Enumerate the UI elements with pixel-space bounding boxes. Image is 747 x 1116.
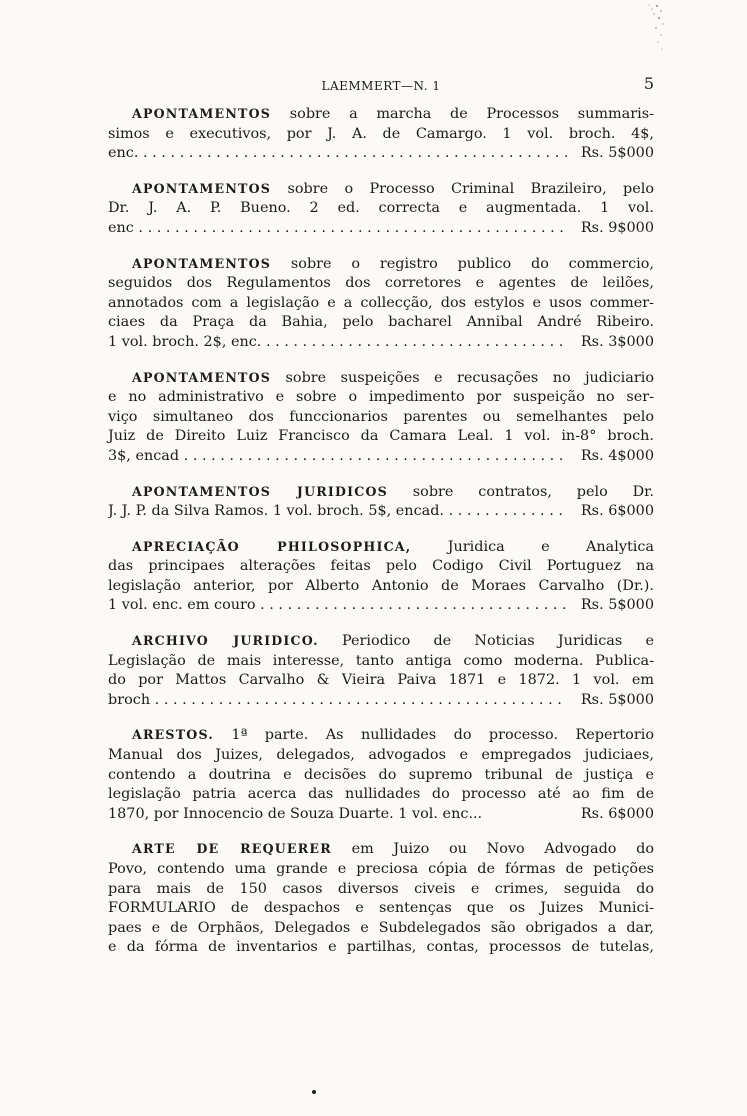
entry-text-line: sobre o Processo Criminal Brazileiro, pelo: [287, 180, 655, 197]
entry-text-line: sobre suspeições e recusações no judiciario: [285, 369, 655, 386]
entry-text-line: annotados com a legislação e a collecção, dos estylos e usos commer-: [108, 294, 654, 311]
entry-lead: 1 vol. broch. 2$, enc. . . .: [108, 333, 567, 353]
entry-text-line: paes e de Orphãos, Delegados e Subdelegados são obrigados a dar,: [108, 919, 654, 936]
entry-text-line: Juiz de Direito Luiz Francisco da Camara Leal. 1 vol. in-8° broch.: [108, 428, 654, 445]
entry-price: Rs. 6$000: [580, 503, 654, 520]
entry-text-line: ciaes da Praça da Bahia, pelo bacharel Annibal André Ribeiro.: [108, 314, 654, 331]
entry-text-line: legislação anterior, por Alberto Antonio de Moraes Carvalho (Dr.).: [108, 577, 654, 594]
entry-text-line: contendo a doutrina e decisões do supremo tribunal de justiça e: [108, 766, 654, 783]
catalog-entry: [108, 179, 654, 239]
entry-price: Rs. 5$000: [580, 597, 654, 614]
entry-text-line: sobre contratos, pelo Dr.: [412, 483, 654, 500]
entry-title: APONTAMENTOS: [132, 369, 272, 385]
entry-text-line: do por Mattos Carvalho & Vieira Paiva 1871 e 1872. 1 vol. em: [108, 672, 654, 689]
catalog-entry: [108, 254, 654, 353]
entry-text-line: Legislação de mais interesse, tanto antiga como moderna. Publica-: [108, 652, 654, 669]
entry-text-line: para mais de 150 casos diversos civeis e crimes, seguida do: [108, 880, 654, 897]
entry-title: APONTAMENTOS JURIDICOS: [132, 483, 388, 499]
running-title: LAEMMERT—N. 1: [321, 79, 441, 93]
entry-text-line: viço simultaneo dos funccionarios parentes ou semelhantes pelo: [108, 408, 654, 425]
entry-text-line: simos e executivos, por J. A. de Camargo. 1 vol. broch. 4$,: [108, 125, 654, 142]
entry-title: ARTE DE REQUERER: [132, 841, 332, 857]
entry-text-line: Juridica e Analytica: [447, 538, 654, 555]
entry-lead: broch . . .: [108, 691, 567, 711]
entry-text-line: seguidos dos Regulamentos dos corretores e agentes de leilões,: [108, 275, 654, 292]
entry-price: Rs. 5$000: [580, 145, 654, 162]
entry-price: Rs. 6$000: [580, 805, 654, 822]
entry-price: Rs. 5$000: [580, 691, 654, 708]
entry-text-line: Manual dos Juizes, delegados, advogados e empregados judiciaes,: [108, 747, 654, 764]
entry-lead: enc. . . .: [108, 144, 567, 164]
page-number: 5: [643, 74, 654, 93]
entry-text-line: das principaes alterações feitas pelo Codigo Civil Portuguez na: [108, 558, 654, 575]
entry-text-line: legislação patria acerca das nullidades do processo até ao fim de: [108, 786, 654, 803]
entry-price: Rs. 9$000: [580, 219, 654, 236]
paper-stain: [637, 2, 665, 62]
entry-price: Rs. 4$000: [580, 447, 654, 464]
entry-text-line: e no administrativo e sobre o impedimento por suspeição no ser-: [108, 389, 654, 406]
catalog-entry: [108, 839, 654, 958]
catalog-column: [108, 104, 654, 973]
entry-text-line: Dr. J. A. P. Bueno. 2 ed. correcta e augmentada. 1 vol.: [108, 200, 654, 217]
entry-lead: 3$, encad . . .: [108, 447, 567, 467]
catalog-entry: [108, 368, 654, 467]
entry-text-line: FORMULARIO de despachos e sentenças que os Juizes Munici-: [108, 900, 654, 917]
entry-lead: 1 vol. enc. em couro . . .: [108, 596, 567, 616]
entry-text-line: em Juizo ou Novo Advogado do: [351, 841, 655, 858]
catalog-entry: [108, 537, 654, 616]
ink-dot: [312, 1090, 316, 1094]
entry-lead: 1870, por Innocencio de Souza Duarte. 1 vol. enc...: [108, 805, 483, 822]
entry-text-line: sobre a marcha de Processos summaris-: [289, 106, 654, 122]
catalog-entry: [108, 482, 654, 522]
entry-title: ARESTOS.: [132, 727, 214, 743]
entry-lead: J. J. P. da Silva Ramos. 1 vol. broch. 5$, encad. . . .: [108, 502, 567, 522]
catalog-entry: [108, 631, 654, 710]
entry-title: APONTAMENTOS: [132, 106, 272, 121]
catalog-entry: [108, 725, 654, 824]
entry-lead: enc . . .: [108, 219, 567, 239]
entry-text-line: Periodico de Noticias Juridicas e: [342, 633, 655, 650]
entry-title: APRECIAÇÃO PHILOSOPHICA,: [132, 538, 412, 554]
entry-text-line: sobre o registro publico do commercio,: [290, 255, 654, 272]
entry-title: ARCHIVO JURIDICO.: [132, 633, 319, 649]
entry-price: Rs. 3$000: [580, 333, 654, 350]
page-header: [108, 74, 654, 98]
catalog-entry: [108, 104, 654, 164]
entry-text-line: Povo, contendo uma grande e preciosa cópia de fórmas de petições: [108, 861, 654, 877]
entry-title: APONTAMENTOS: [132, 255, 272, 271]
entry-title: APONTAMENTOS: [132, 180, 272, 196]
entry-text-line: 1ª parte. As nullidades do processo. Repertorio: [231, 727, 654, 744]
entry-text-line: e da fórma de inventarios e partilhas, contas, processos de tutelas,: [108, 939, 654, 956]
